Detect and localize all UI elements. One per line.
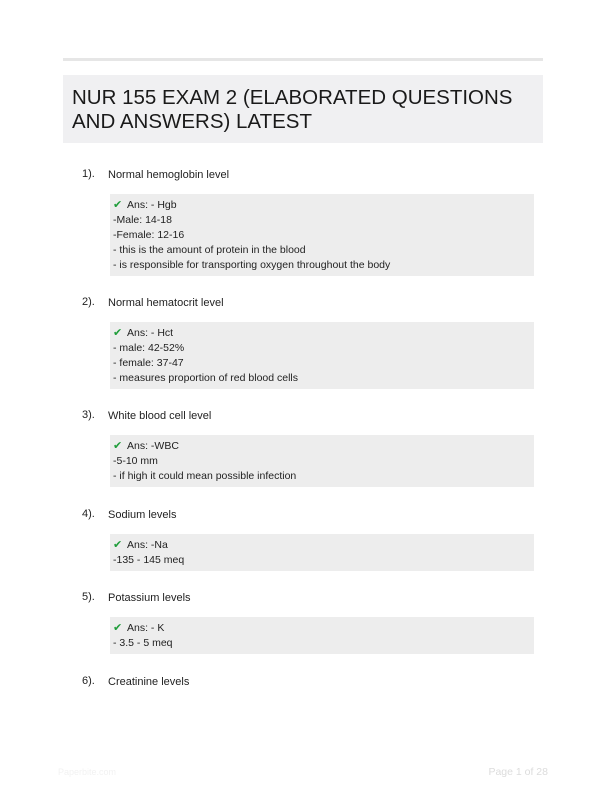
answer-line: ✔ Ans: - Hgb (113, 199, 177, 211)
check-icon: ✔ (113, 327, 123, 339)
answer-box (110, 194, 534, 276)
question-number: 3). (82, 409, 95, 421)
question-text: Normal hematocrit level (108, 297, 224, 309)
answer-line: -Male: 14-18 (113, 214, 172, 226)
question-item (0, 408, 606, 482)
answer-line: - female: 37-47 (113, 357, 184, 369)
answer-box (110, 435, 534, 487)
question-text: Normal hemoglobin level (108, 169, 230, 181)
answer-line: -5-10 mm (113, 455, 158, 467)
question-item (0, 674, 606, 690)
question-text: Creatinine levels (108, 676, 190, 688)
answer-line: - measures proportion of red blood cells (113, 372, 299, 384)
answer-box (110, 617, 534, 654)
page-title: NUR 155 EXAM 2 (ELABORATED QUESTIONS AND ANSWERS) LATEST (72, 86, 513, 133)
answer-line: - this is the amount of protein in the blood (113, 244, 306, 256)
question-number: 6). (82, 675, 95, 687)
answer-line: ✔ Ans: - Hct (113, 327, 174, 339)
answer-box (110, 534, 534, 571)
answer-line: - if high it could mean possible infection (113, 470, 297, 482)
check-icon: ✔ (113, 539, 123, 551)
top-divider (63, 58, 543, 61)
question-item (0, 295, 606, 384)
question-number: 1). (82, 168, 95, 180)
question-text: Potassium levels (108, 592, 191, 604)
question-number: 4). (82, 508, 95, 520)
title-banner (63, 75, 543, 143)
check-icon: ✔ (113, 440, 123, 452)
question-item (0, 167, 606, 271)
check-icon: ✔ (113, 622, 123, 634)
answer-line: ✔ Ans: - K (113, 622, 165, 634)
question-item (0, 507, 606, 566)
question-number: 5). (82, 591, 95, 603)
answer-line: ✔ Ans: -WBC (113, 440, 179, 452)
page-counter: Page 1 of 28 (488, 766, 548, 778)
question-text: White blood cell level (108, 410, 212, 422)
answer-box (110, 322, 534, 389)
footer-site-watermark: Paperbite.com (58, 767, 117, 777)
answer-line: - is responsible for transporting oxygen throughout the body (113, 259, 391, 271)
check-icon: ✔ (113, 199, 123, 211)
answer-line: -135 - 145 meq (113, 554, 185, 566)
answer-line: ✔ Ans: -Na (113, 539, 168, 551)
answer-line: - male: 42-52% (113, 342, 185, 354)
question-number: 2). (82, 296, 95, 308)
answer-line: -Female: 12-16 (113, 229, 185, 241)
answer-line: - 3.5 - 5 meq (113, 637, 173, 649)
question-item (0, 590, 606, 649)
question-text: Sodium levels (108, 509, 177, 521)
